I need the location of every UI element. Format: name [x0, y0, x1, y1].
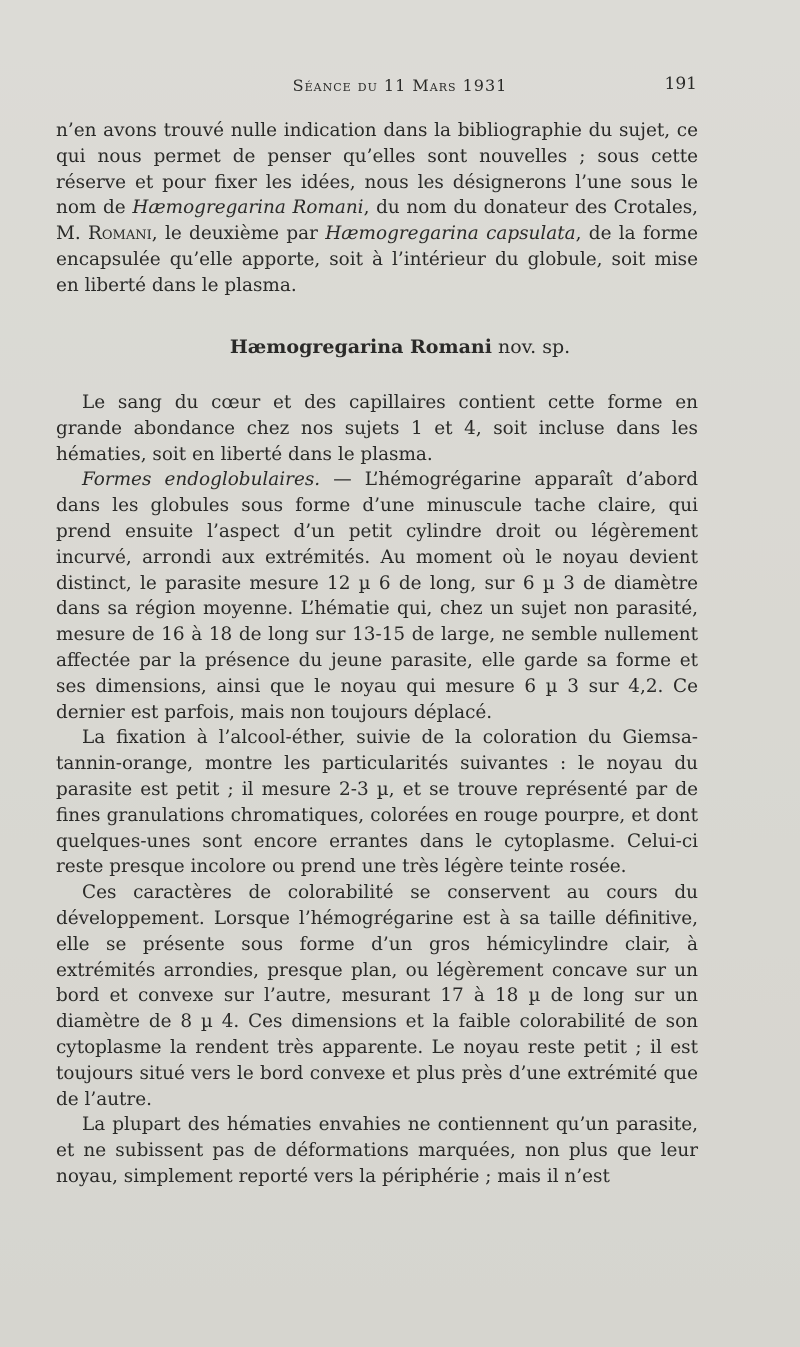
page-number: 191 — [664, 74, 697, 94]
running-header — [0, 74, 800, 98]
section-heading-name: Hæmogregarina Romani — [229, 336, 492, 358]
running-title: Séance du 11 Mars 1931 — [292, 76, 508, 95]
paragraph-1: Le sang du cœur et des capillaires contient cette forme en grande abondance chez nos sujets 1 et 4, soit incluse dans les hématies, soit en liberté dans le plasma. — [56, 392, 698, 465]
paragraph-2-text: — L’hémogrégarine apparaît d’abord dans les globules sous forme d’une minuscule tache claire, qui prend ensuite l’aspect d’un petit cylindre droit ou légèrement incurvé, arrondi aux extrémités. Au moment où le noyau devient distinct, le parasite mesure 12 µ 6 de long, sur 6 µ 3 de diamètre dans sa région moyenne. L’hématie qui, chez un sujet non parasité, mesure de 16 à 18 de long sur 13-15 de large, ne semble nullement affectée par la présence du jeune parasite, elle garde sa forme et ses dimensions, ainsi que le noyau qui mesure 6 µ 3 sur 4,2. Ce dernier est parfois, mais non toujours déplacé. — [56, 469, 698, 723]
intro-paragraph — [56, 118, 698, 299]
paragraph-3: La fixation à l’alcool-éther, suivie de la coloration du Giemsa-tannin-orange, montre les particularités suivantes : le noyau du parasite est petit ; il mesure 2-3 µ, et se trouve représenté par de fines granulations chromatiques, colorées en rouge pourpre, et dont quelques-unes sont encore errantes dans le cytoplasme. Celui-ci reste presque incolore ou prend une très légère teinte rosée. — [56, 727, 698, 878]
section-heading-suffix: nov. sp. — [497, 336, 571, 358]
species-name-capsulata: Hæmogregarina capsulata — [325, 223, 576, 245]
intro-text-2: , du nom du donateur des Crotales, M. — [56, 197, 698, 245]
paragraph-2 — [56, 467, 698, 725]
main-text — [56, 390, 698, 1190]
donor-name: Romani — [88, 223, 152, 245]
intro-text-4: , de la forme encapsulée qu’elle apporte, soit à l’intérieur du globule, soit mise en liberté dans le plasma. — [56, 223, 698, 296]
intro-text-3: , le deuxième par — [151, 223, 326, 245]
paragraph-2-lead: Formes endoglobulaires. — [82, 469, 321, 491]
intro-text-1: n’en avons trouvé nulle indication dans la bibliographie du sujet, ce qui nous permet de penser qu’elles sont nouvelles ; sous cette réserve et pour fixer les idées, nous les désignerons l’une sous le nom de — [56, 120, 698, 219]
paragraph-4: Ces caractères de colorabilité se conservent au cours du développement. Lorsque l’hémogrégarine est à sa taille définitive, elle se présente sous forme d’un gros hémicylindre clair, à extrémités arrondies, presque plan, ou légèrement concave sur un bord et convexe sur l’autre, mesurant 17 à 18 µ de long sur un diamètre de 8 µ 4. Ces dimensions et la faible colorabilité de son cytoplasme la rendent très apparente. Le noyau reste petit ; il est toujours situé vers le bord convexe et plus près d’une extrémité que de l’autre. — [56, 882, 698, 1110]
paragraph-5: La plupart des hématies envahies ne contiennent qu’un parasite, et ne subissent pas de déformations marquées, non plus que leur noyau, simplement reporté vers la périphérie ; mais il n’est — [56, 1114, 698, 1187]
species-name-romani: Hæmogregarina Romani — [132, 197, 364, 219]
intro-block — [56, 118, 698, 299]
section-heading — [0, 336, 800, 358]
